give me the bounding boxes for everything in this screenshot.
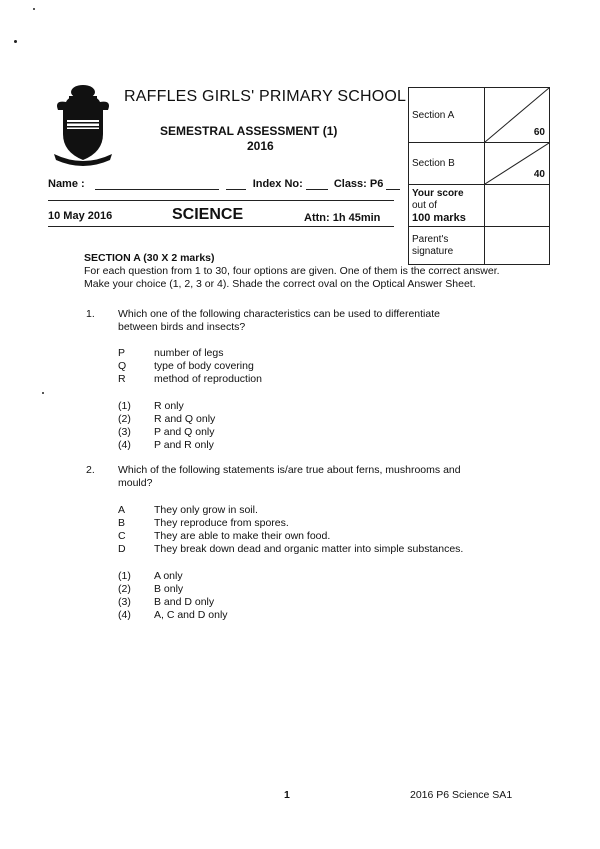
option-text: B only [154,583,184,595]
answer-option[interactable] [118,400,215,413]
statement-text: They are able to make their own food. [154,530,331,542]
option-text: B and D only [154,596,215,608]
statement-item [118,373,262,386]
statement-item [118,360,262,373]
score-table [408,87,550,265]
section-a-heading: SECTION A (30 X 2 marks) [84,252,215,264]
statement-key: A [118,504,126,516]
scan-speck [33,8,35,10]
question-text-line: between birds and insects? [118,321,246,333]
answer-option[interactable] [118,583,228,596]
option-text: P and Q only [154,426,215,438]
option-key: (3) [118,426,131,438]
option-text: R and Q only [154,413,216,425]
section-a-instructions [84,265,500,291]
index-label: Index No: [252,178,303,190]
statement-text: They break down dead and organic matter into simple substances. [154,543,464,555]
header-divider [48,200,394,201]
statement-text: They reproduce from spores. [154,517,289,529]
statement-item [118,347,262,360]
option-key: (1) [118,570,131,582]
statement-key: C [118,530,126,542]
name-label: Name : [48,178,85,190]
section-a-score-cell[interactable] [485,88,550,143]
option-key: (2) [118,413,131,425]
section-a-label: Section A [409,88,485,143]
total-score-label-line: Your score [412,187,464,199]
name-blank[interactable] [95,179,219,190]
statement-item [118,517,463,530]
question-number: 1. [86,308,95,320]
parent-signature-label-line: signature [412,245,454,257]
answer-option[interactable] [118,609,228,622]
paper-code: 2016 P6 Science SA1 [410,789,513,801]
parent-signature-label-line: Parent's [412,233,449,245]
parent-signature-cell[interactable] [485,227,550,265]
statement-item [118,504,463,517]
school-name: RAFFLES GIRLS' PRIMARY SCHOOL [124,88,407,105]
statement-text: number of legs [154,347,224,359]
scan-speck [42,392,44,394]
student-details-row [48,178,403,190]
answer-option[interactable] [118,596,228,609]
answer-option[interactable] [118,413,215,426]
class-blank[interactable] [386,179,400,190]
total-score-label-line: 100 marks [412,211,466,224]
question-text-line: mould? [118,477,153,489]
answer-option[interactable] [118,439,215,452]
question-1-statements [118,347,262,386]
section-b-score-cell[interactable] [485,143,550,185]
statement-item [118,530,463,543]
option-text: A only [154,570,183,582]
statement-text: method of reproduction [154,373,262,385]
name-blank-extra[interactable] [226,179,246,190]
answer-option[interactable] [118,570,228,583]
exam-title: SEMESTRAL ASSESSMENT (1) [160,124,338,138]
option-text: A, C and D only [154,609,228,621]
page-number: 1 [284,789,290,801]
option-key: (4) [118,609,131,621]
question-2-options [118,570,228,622]
statement-key: P [118,347,126,359]
subject-title: SCIENCE [172,206,244,223]
question-text-line: Which of the following statements is/are true about ferns, mushrooms and [118,464,461,476]
total-score-label [409,185,485,227]
scan-speck [14,40,17,43]
statement-item [118,543,463,556]
parent-signature-label [409,227,485,265]
section-a-total-marks: 60 [533,127,545,138]
exam-date: 10 May 2016 [48,210,113,222]
question-text-line: Which one of the following characteristics can be used to differentiate [118,308,440,320]
question-text [118,464,461,490]
option-text: R only [154,400,184,412]
statement-key: R [118,373,126,385]
instruction-line: For each question from 1 to 30, four options are given. One of them is the correct answer. [84,265,500,277]
option-key: (3) [118,596,131,608]
statement-text: type of body covering [154,360,254,372]
statement-key: Q [118,360,127,372]
question-text [118,308,440,334]
total-score-cell[interactable] [485,185,550,227]
statement-key: B [118,517,126,529]
total-score-label-line: out of [412,199,438,211]
answer-option[interactable] [118,426,215,439]
class-label: Class: P6 [333,178,384,190]
statement-text: They only grow in soil. [154,504,258,516]
statement-key: D [118,543,126,555]
school-crest-icon [52,80,114,166]
section-b-total-marks: 40 [533,169,545,180]
question-number: 2. [86,464,95,476]
option-text: P and R only [154,439,214,451]
subject-underline [48,226,394,227]
section-b-label: Section B [409,143,485,185]
option-key: (2) [118,583,131,595]
exam-year: 2016 [247,139,274,153]
option-key: (4) [118,439,131,451]
option-key: (1) [118,400,131,412]
instruction-line: Make your choice (1, 2, 3 or 4). Shade the correct oval on the Optical Answer Sheet. [84,278,476,290]
question-2-statements [118,504,463,556]
question-1-options [118,400,215,452]
index-blank[interactable] [306,179,328,190]
exam-duration: Attn: 1h 45min [304,212,381,224]
